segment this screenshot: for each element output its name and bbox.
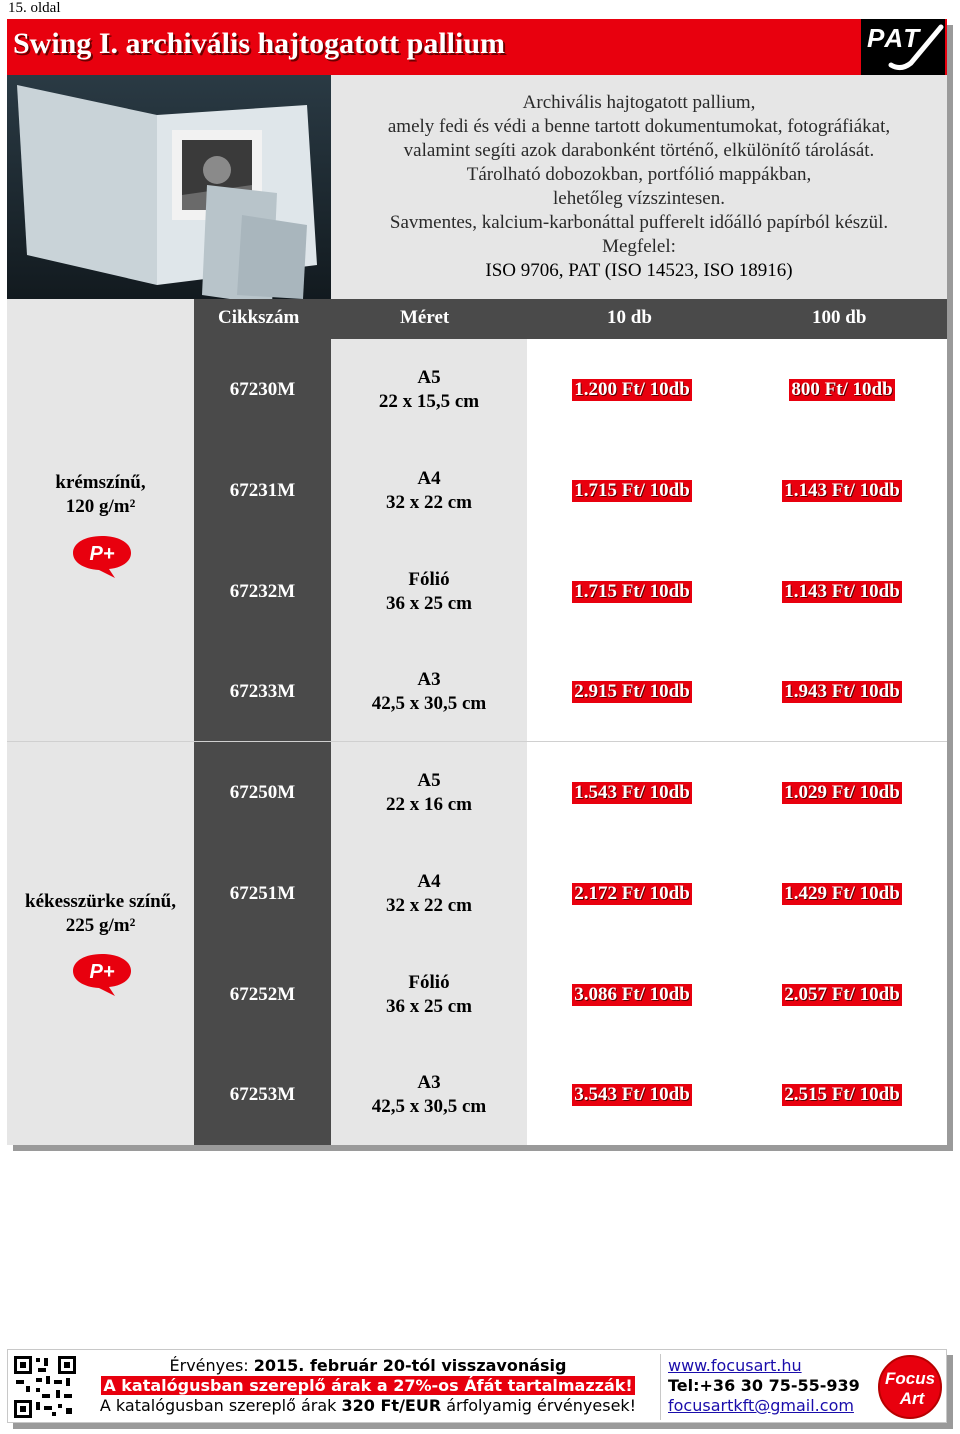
price-10-value: 3.086 Ft/ 10db (574, 983, 690, 1005)
size-dimensions: 36 x 25 cm (385, 592, 472, 614)
intro-panel (7, 75, 947, 299)
group-label-line: 225 g/m² (65, 915, 136, 936)
product-size (331, 641, 527, 742)
group-label-line: krémszínű, (55, 472, 146, 493)
table-row (7, 944, 947, 1045)
price-100 (737, 541, 947, 642)
price-table (7, 299, 947, 1145)
price-10 (527, 641, 737, 742)
product-code: 67250M (229, 781, 296, 803)
price-10 (527, 440, 737, 541)
price-10 (527, 541, 737, 642)
intro-line: Megfelel: (602, 236, 676, 257)
intro-line: Savmentes, kalcium-karbonáttal pufferelt időálló papírból készül. (389, 212, 889, 233)
product-size (331, 1044, 527, 1145)
price-10-value: 2.172 Ft/ 10db (574, 882, 690, 904)
intro-description (331, 91, 947, 283)
validity-date: 2015. február 20-tól visszavonásig (253, 1356, 567, 1375)
price-100 (737, 944, 947, 1045)
intro-line: lehetőleg vízszintesen. (553, 188, 725, 209)
size-dimensions: 42,5 x 30,5 cm (371, 692, 487, 714)
pat-logo-text: PAT (867, 23, 922, 53)
price-100 (737, 339, 947, 440)
price-10 (527, 843, 737, 944)
validity-line (98, 1356, 638, 1376)
price-10-value: 3.543 Ft/ 10db (574, 1083, 690, 1105)
p-plus-badge-text: P+ (89, 961, 115, 983)
table-row (7, 339, 947, 440)
product-size (331, 843, 527, 944)
intro-standards: ISO 9706, PAT (ISO 14523, ISO 18916) (485, 260, 793, 281)
fx-prefix: A katalógusban szereplő árak (99, 1396, 342, 1415)
focus-art-logo-icon (876, 1354, 944, 1420)
price-10-value: 1.200 Ft/ 10db (574, 378, 690, 400)
product-size (331, 541, 527, 642)
table-row (7, 742, 947, 843)
product-size (331, 339, 527, 440)
product-size (331, 742, 527, 843)
footer-notes (98, 1356, 638, 1416)
fx-line (98, 1396, 638, 1416)
price-10-value: 2.915 Ft/ 10db (574, 680, 690, 702)
intro-line: Archivális hajtogatott pallium, (522, 92, 756, 113)
price-100-value: 1.429 Ft/ 10db (784, 882, 900, 904)
contact-info (668, 1356, 878, 1416)
price-100-value: 1.143 Ft/ 10db (784, 479, 900, 501)
product-code: 67232M (229, 580, 296, 602)
table-row (7, 440, 947, 541)
price-100 (737, 742, 947, 843)
table-row (7, 843, 947, 944)
size-dimensions: 22 x 15,5 cm (378, 390, 480, 412)
footer-divider (660, 1354, 661, 1420)
size-dimensions: 36 x 25 cm (385, 995, 472, 1017)
size-format: Fólió (408, 971, 450, 993)
price-100-value: 800 Ft/ 10db (791, 378, 893, 400)
footer (7, 1349, 947, 1423)
price-10 (527, 944, 737, 1045)
phone-number: Tel:+36 30 75-55-939 (668, 1376, 860, 1395)
art-logo-text: Art (899, 1389, 925, 1408)
size-format: A5 (417, 366, 441, 388)
intro-line: valamint segíti azok darabonként történő, elkülönítő tárolását. (403, 140, 875, 161)
table-row (7, 541, 947, 642)
size-format: A5 (417, 769, 441, 791)
table-row (7, 641, 947, 742)
product-code: 67230M (229, 378, 296, 400)
vat-note: A katalógusban szereplő árak a 27%-os Áfát tartalmazzák! (103, 1376, 633, 1395)
table-header (194, 299, 947, 339)
product-size (331, 944, 527, 1045)
email-link[interactable]: focusartkft@gmail.com (668, 1396, 854, 1415)
website-link[interactable]: www.focusart.hu (668, 1356, 802, 1375)
price-100 (737, 1044, 947, 1145)
qr-code-icon (12, 1354, 78, 1420)
product-code: 67233M (229, 680, 296, 702)
price-100-value: 1.943 Ft/ 10db (784, 680, 900, 702)
title-bar (7, 19, 947, 75)
group-label-line: kékesszürke színű, (25, 891, 176, 912)
header-qty100: 100 db (812, 307, 867, 328)
group-label-line: 120 g/m² (65, 496, 136, 517)
page-title: Swing I. archivális hajtogatott pallium (13, 27, 505, 60)
size-format: A4 (417, 467, 441, 489)
validity-prefix: Érvényes: (169, 1356, 254, 1375)
product-size (331, 440, 527, 541)
size-dimensions: 32 x 22 cm (385, 491, 472, 513)
price-100-value: 1.029 Ft/ 10db (784, 781, 900, 803)
checkmark-icon (861, 19, 945, 75)
page-number: 15. oldal (8, 0, 61, 16)
price-100 (737, 440, 947, 541)
header-qty10: 10 db (607, 307, 652, 328)
header-code: Cikkszám (218, 307, 300, 328)
intro-line: Tárolható dobozokban, portfólió mappákban, (466, 164, 812, 185)
header-size: Méret (400, 307, 450, 328)
price-10 (527, 742, 737, 843)
product-photo (7, 75, 331, 299)
price-10 (527, 339, 737, 440)
price-100-value: 2.057 Ft/ 10db (784, 983, 900, 1005)
focus-logo-text: Focus (884, 1369, 936, 1388)
size-dimensions: 42,5 x 30,5 cm (371, 1095, 487, 1117)
size-dimensions: 22 x 16 cm (385, 793, 472, 815)
product-code: 67251M (229, 882, 296, 904)
product-code: 67253M (229, 1083, 296, 1105)
vat-line (98, 1376, 638, 1396)
size-dimensions: 32 x 22 cm (385, 894, 472, 916)
price-10-value: 1.543 Ft/ 10db (574, 781, 690, 803)
price-100-value: 2.515 Ft/ 10db (784, 1083, 900, 1105)
product-code: 67252M (229, 983, 296, 1005)
product-code: 67231M (229, 479, 296, 501)
fx-rate: 320 Ft/EUR (341, 1396, 442, 1415)
size-format: A4 (417, 870, 441, 892)
folder-photo-illustration (7, 75, 331, 299)
pat-logo (861, 19, 945, 75)
intro-line: amely fedi és védi a benne tartott dokumentumokat, fotográfiákat, (387, 116, 891, 137)
size-format: A3 (417, 668, 441, 690)
price-100 (737, 843, 947, 944)
price-100 (737, 641, 947, 742)
price-10-value: 1.715 Ft/ 10db (574, 479, 690, 501)
size-format: Fólió (408, 568, 450, 590)
p-plus-badge-text: P+ (89, 543, 115, 565)
price-10-value: 1.715 Ft/ 10db (574, 580, 690, 602)
price-100-value: 1.143 Ft/ 10db (784, 580, 900, 602)
fx-suffix: árfolyamig érvényesek! (441, 1396, 637, 1415)
price-10 (527, 1044, 737, 1145)
table-row (7, 1044, 947, 1145)
size-format: A3 (417, 1071, 441, 1093)
